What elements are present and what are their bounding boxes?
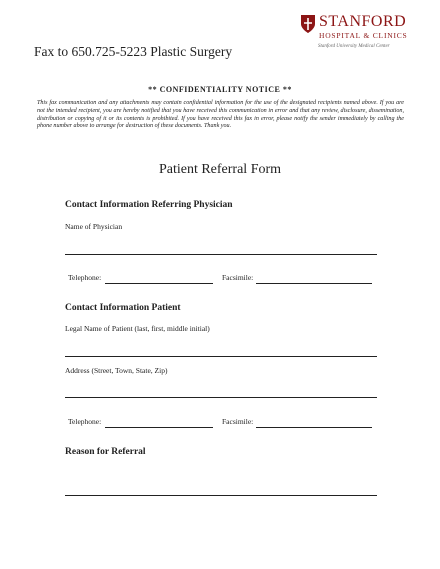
physician-telephone-field[interactable] bbox=[105, 283, 213, 284]
logo-subtitle: HOSPITAL & CLINICS bbox=[319, 31, 408, 40]
physician-facsimile-field[interactable] bbox=[256, 283, 372, 284]
physician-facsimile-label: Facsimile: bbox=[222, 273, 254, 282]
fax-line: Fax to 650.725-5223 Plastic Surgery bbox=[34, 44, 233, 59]
confidentiality-body: This fax communication and any attachments may contain confidential information for the use of the designated recipients named above. If you are not the intended recipient, you are hereby notified that you have received this communication in error and that any review, disclosure, dissemination, distribution or copying of it or its contents is prohibited. If you have received this fax in error, please notify the sender immediately by calling the phone number above to arrange for destruction of these documents. Thank you. bbox=[37, 100, 404, 130]
physician-name-label: Name of Physician bbox=[65, 222, 123, 231]
patient-address-label: Address (Street, Town, State, Zip) bbox=[65, 366, 168, 375]
physician-telephone-label: Telephone: bbox=[68, 273, 102, 282]
patient-address-field[interactable] bbox=[65, 397, 377, 398]
patient-facsimile-field[interactable] bbox=[256, 427, 372, 428]
physician-section-heading: Contact Information Referring Physician bbox=[65, 200, 233, 210]
stanford-shield-icon bbox=[300, 14, 316, 34]
physician-name-field[interactable] bbox=[65, 254, 377, 255]
patient-section-heading: Contact Information Patient bbox=[65, 303, 181, 313]
patient-name-field[interactable] bbox=[65, 356, 377, 357]
form-title: Patient Referral Form bbox=[158, 162, 282, 177]
patient-telephone-field[interactable] bbox=[105, 427, 213, 428]
patient-telephone-label: Telephone: bbox=[68, 417, 102, 426]
patient-facsimile-label: Facsimile: bbox=[222, 417, 254, 426]
confidentiality-title: ** CONFIDENTIALITY NOTICE ** bbox=[148, 85, 292, 94]
referral-reason-field[interactable] bbox=[65, 495, 377, 496]
referral-section-heading: Reason for Referral bbox=[65, 447, 146, 457]
patient-name-label: Legal Name of Patient (last, first, middle initial) bbox=[65, 324, 210, 333]
logo-tagline: Stanford University Medical Center bbox=[318, 44, 390, 49]
logo-name: STANFORD bbox=[319, 13, 407, 30]
